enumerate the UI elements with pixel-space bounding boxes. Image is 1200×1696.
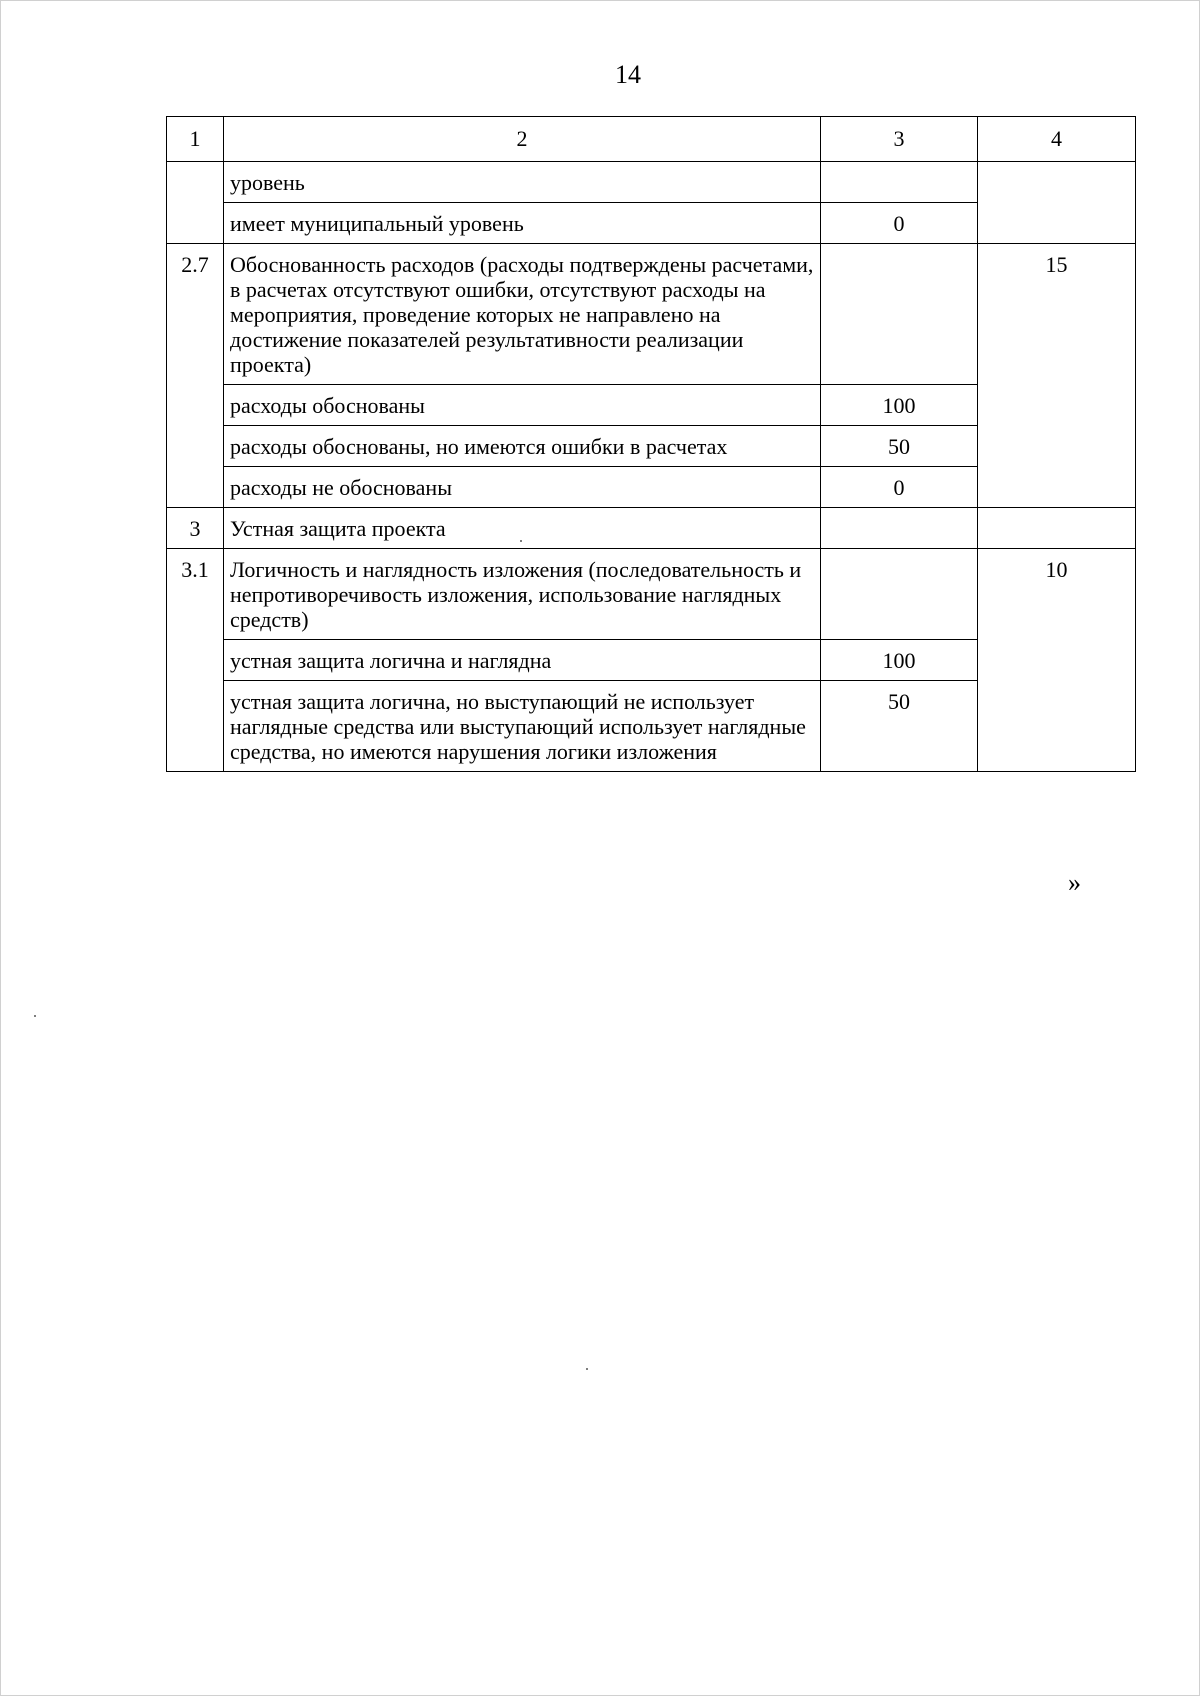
criteria-table: [166, 116, 1136, 772]
header-col-4: 4: [978, 117, 1136, 162]
header-col-1: 1: [167, 117, 224, 162]
criterion-text: Логичность и наглядность изложения (последовательность и непротиворечивость изложения, использование наглядных средств): [224, 549, 821, 640]
table-row: [167, 508, 1136, 549]
table-row: [167, 244, 1136, 385]
criterion-text: расходы обоснованы: [224, 385, 821, 426]
score-cell: [821, 549, 978, 640]
weight-cell: 10: [978, 549, 1136, 772]
score-cell: 100: [821, 640, 978, 681]
criterion-text: уровень: [224, 162, 821, 203]
criterion-text: имеет муниципальный уровень: [224, 203, 821, 244]
table-header-row: [167, 117, 1136, 162]
criterion-text: устная защита логична и наглядна: [224, 640, 821, 681]
criterion-text: расходы не обоснованы: [224, 467, 821, 508]
table-row: [167, 549, 1136, 640]
header-col-3: 3: [821, 117, 978, 162]
score-cell: 100: [821, 385, 978, 426]
criterion-text: устная защита логична, но выступающий не использует наглядные средства или выступающий использует наглядные средства, но имеются нарушения логики изложения: [224, 681, 821, 772]
row-number: 2.7: [167, 244, 224, 508]
score-cell: 50: [821, 681, 978, 772]
row-number: 3.1: [167, 549, 224, 772]
table-row: [167, 162, 1136, 203]
page-number: 14: [615, 60, 641, 89]
score-cell: 50: [821, 426, 978, 467]
scan-speck: [520, 540, 522, 542]
score-cell: 0: [821, 203, 978, 244]
criterion-text: Устная защита проекта: [224, 508, 821, 549]
row-number: 3: [167, 508, 224, 549]
row-number: [167, 162, 224, 244]
criterion-text: расходы обоснованы, но имеются ошибки в расчетах: [224, 426, 821, 467]
header-col-2: 2: [224, 117, 821, 162]
score-cell: [821, 162, 978, 203]
weight-cell: 15: [978, 244, 1136, 508]
scan-speck: [586, 1368, 588, 1370]
scan-speck: [34, 1015, 36, 1017]
score-cell: [821, 244, 978, 385]
weight-cell: [978, 508, 1136, 549]
weight-cell: [978, 162, 1136, 244]
closing-quote: »: [1068, 868, 1081, 897]
score-cell: [821, 508, 978, 549]
score-cell: 0: [821, 467, 978, 508]
criterion-text: Обоснованность расходов (расходы подтверждены расчетами, в расчетах отсутствуют ошибки, отсутствуют расходы на мероприятия, проведение которых не направлено на достижение показателей результативности реализации проекта): [224, 244, 821, 385]
